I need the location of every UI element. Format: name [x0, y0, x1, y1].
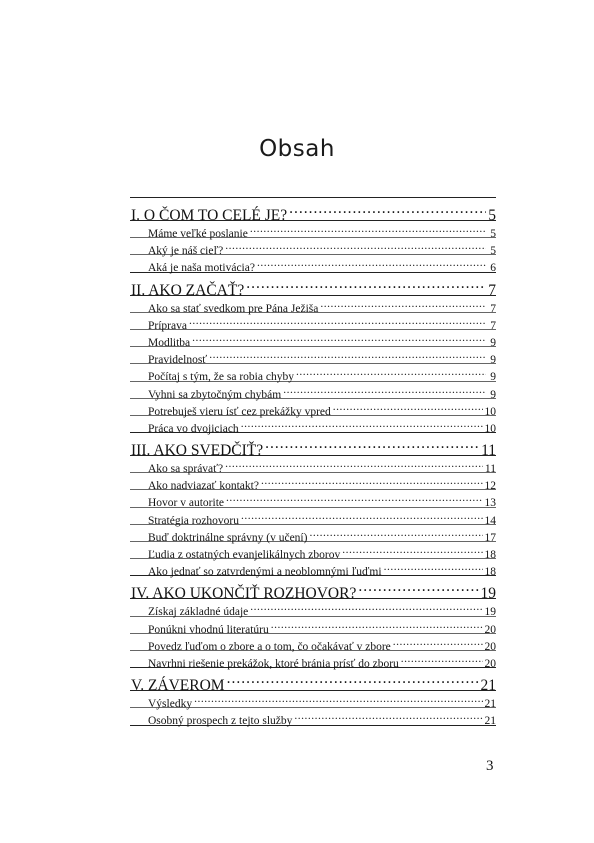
- toc-entry-label: Ako nadviazať kontakt?: [148, 480, 259, 493]
- toc-entry-page: 20: [484, 623, 496, 636]
- toc-chapter-row[interactable]: [130, 198, 496, 224]
- toc-entry-label: Osobný prospech z tejto služby: [148, 715, 293, 728]
- toc-entry-label: Stratégia rozhovoru: [148, 514, 240, 527]
- toc-entry-page: 10: [484, 405, 496, 418]
- toc-entry-label: Aká je naša motivácia?: [148, 262, 255, 275]
- toc-entry-label: Práca vo dvojiciach: [148, 422, 239, 435]
- toc-leader-dots: [401, 651, 483, 667]
- toc-entry-page: 5: [490, 228, 496, 240]
- toc-entry-page: 13: [484, 497, 496, 510]
- toc-leader-dots: [250, 599, 482, 615]
- toc-entry-page: 21: [484, 715, 496, 728]
- toc-entry-label: Potrebuješ vieru ísť cez prekážky vpred: [148, 405, 331, 418]
- toc-leader-dots: [250, 221, 486, 237]
- toc-leader-dots: [241, 508, 482, 524]
- toc-entry-label: Povedz ľuďom o zbore a o tom, čo očakávať v zbore: [148, 640, 391, 653]
- toc-leader-dots: [271, 617, 483, 633]
- toc-entry-page: 20: [484, 640, 496, 653]
- toc-entry-page: 9: [490, 371, 496, 384]
- table-of-contents: [130, 197, 496, 726]
- toc-entry-page: 9: [490, 354, 496, 367]
- toc-entry-label: Buď doktrinálne správny (v učení): [148, 531, 308, 544]
- toc-entry-page: 21: [480, 677, 496, 695]
- toc-leader-dots: [192, 330, 486, 346]
- toc-leader-dots: [209, 347, 486, 363]
- toc-leader-dots: [261, 473, 483, 489]
- toc-leader-dots: [358, 576, 478, 598]
- toc-entry-page: 5: [488, 207, 496, 224]
- toc-entry-page: 20: [484, 657, 496, 670]
- toc-entry-page: 9: [490, 388, 496, 401]
- toc-leader-dots: [393, 634, 483, 650]
- toc-entry-page: 11: [484, 463, 496, 476]
- toc-entry-page: 18: [484, 566, 496, 579]
- toc-leader-dots: [320, 296, 486, 312]
- toc-entry-page: 11: [481, 442, 496, 460]
- toc-leader-dots: [227, 668, 479, 690]
- toc-entry-label: Hovor v autorite: [148, 497, 225, 510]
- toc-leader-dots: [294, 708, 482, 724]
- toc-entry-page: 5: [490, 245, 496, 258]
- toc-entry-page: 7: [490, 319, 496, 332]
- toc-leader-dots: [194, 691, 482, 707]
- toc-entry-label: Ako jednať so zatvrdenými a neoblomnými ľuďmi: [148, 566, 382, 579]
- toc-leader-dots: [257, 255, 486, 271]
- toc-leader-dots: [226, 490, 482, 506]
- toc-leader-dots: [246, 273, 486, 295]
- toc-leader-dots: [333, 399, 483, 415]
- toc-entry-page: 10: [484, 422, 496, 435]
- toc-leader-dots: [384, 559, 483, 575]
- toc-entry-label: V. ZÁVEROM: [131, 677, 225, 695]
- toc-leader-dots: [309, 525, 482, 541]
- toc-entry-page: 19: [484, 606, 496, 619]
- toc-entry-label: Navrhni riešenie prekážok, ktoré bránia prísť do zboru: [148, 657, 399, 670]
- toc-entry-page: 6: [490, 262, 496, 275]
- toc-entry-label: Máme veľké poslanie: [148, 228, 248, 240]
- toc-entry-label: Ako sa stať svedkom pre Pána Ježiša: [148, 302, 319, 315]
- toc-entry-page: 14: [484, 514, 496, 527]
- toc-entry-label: Ponúkni vhodnú literatúru: [148, 623, 269, 636]
- toc-entry-label: Výsledky: [148, 698, 193, 711]
- toc-leader-dots: [265, 433, 479, 455]
- toc-leader-dots: [342, 542, 482, 558]
- toc-entry-label: Ako sa správať?: [148, 463, 224, 476]
- page-title: Obsah: [259, 136, 335, 162]
- toc-entry-label: IV. AKO UKONČIŤ ROZHOVOR?: [131, 585, 357, 603]
- toc-entry-label: I. O ČOM TO CELÉ JE?: [131, 207, 288, 224]
- toc-entry-page: 12: [484, 480, 496, 493]
- toc-leader-dots: [225, 456, 483, 472]
- toc-entry-page: 7: [488, 281, 496, 299]
- toc-entry-label: Získaj základné údaje: [148, 606, 249, 619]
- toc-entry-label: Pravidelnosť: [148, 354, 208, 367]
- toc-entry-label: Príprava: [148, 319, 187, 332]
- page-number: 3: [486, 758, 494, 774]
- toc-entry-label: II. AKO ZAČAŤ?: [131, 281, 245, 299]
- toc-entry-page: 19: [480, 585, 496, 603]
- toc-entry-page: 17: [484, 531, 496, 544]
- toc-entry-label: Aký je náš cieľ?: [148, 245, 224, 258]
- toc-entry-page: 18: [484, 549, 496, 561]
- toc-leader-dots: [225, 238, 486, 254]
- toc-leader-dots: [283, 382, 486, 398]
- toc-leader-dots: [289, 198, 486, 220]
- toc-entry-page: 21: [484, 698, 496, 711]
- toc-entry-page: 7: [490, 302, 496, 315]
- toc-entry-label: Počítaj s tým, že sa robia chyby: [148, 371, 294, 384]
- toc-entry-label: Vyhni sa zbytočným chybám: [148, 388, 282, 401]
- toc-leader-dots: [241, 416, 483, 432]
- toc-entry-label: Modlitba: [148, 336, 191, 349]
- toc-entry-label: Ľudia z ostatných evanjelikálnych zborov: [148, 549, 341, 561]
- toc-entry-label: III. AKO SVEDČIŤ?: [131, 442, 264, 460]
- toc-leader-dots: [189, 313, 486, 329]
- toc-entry-page: 9: [490, 336, 496, 349]
- toc-leader-dots: [296, 364, 486, 380]
